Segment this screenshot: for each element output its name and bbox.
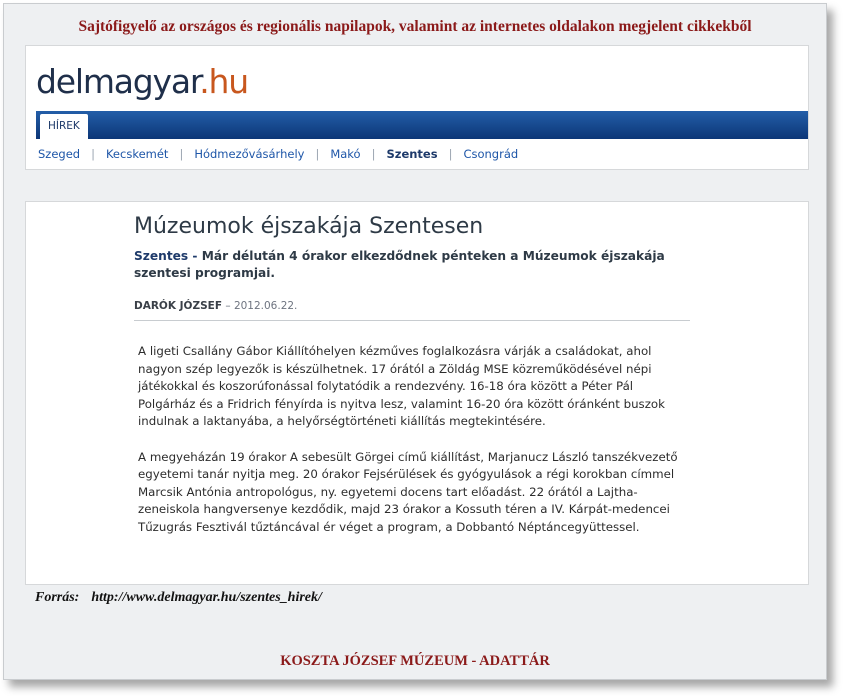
subnav-item-szeged[interactable]: Szeged (38, 147, 81, 161)
subnav-item-mako[interactable]: Makó (330, 147, 361, 161)
lead-place: Szentes - (134, 249, 198, 263)
subnav-separator: | (179, 147, 184, 161)
lead-text: Már délután 4 órakor elkezdődnek pénteken a Múzeumok éjszakája szentesi programjai. (134, 249, 665, 280)
subnav-separator: | (448, 147, 453, 161)
subnav-separator: | (91, 147, 95, 161)
source-url: http://www.delmagyar.hu/szentes_hirek/ (91, 590, 322, 605)
logo-main-text: delmagyar (36, 62, 200, 101)
article-author: DARÓK JÓZSEF (134, 300, 222, 312)
subnav-separator: | (315, 147, 320, 161)
article-date: 2012.06.22. (233, 300, 298, 312)
article-paragraph: A ligeti Csallány Gábor Kiállítóhelyen kézműves foglalkozásra várják a családokat, ahol nagyon szép legyezők is készülhetnek. 17 órától a Zöldág MSE közreműködésével népi játékokkal és koszorúfonással folytatódik a rendezvény. 16-18 óra között a Péter Pál Polgárház és a Fridrich fényírda is nyitva lesz, valamint 16-20 óra között óránként buszok indulnak a laktanyába, a helyőrségtörténeti kiállítás megtekintésére. (138, 344, 665, 428)
source-line (35, 590, 322, 606)
subnav-item-szentes[interactable]: Szentes (386, 147, 438, 161)
page-frame (3, 3, 827, 680)
article-lead (134, 248, 674, 282)
byline-separator: – (222, 300, 234, 312)
site-logo[interactable] (36, 62, 248, 101)
article-panel (25, 201, 809, 585)
city-subnav (38, 147, 518, 161)
subnav-item-kecskemet[interactable]: Kecskemét (105, 147, 169, 161)
source-label: Forrás: (35, 590, 80, 605)
subnav-item-hodmezovasarhely[interactable]: Hódmezővásárhely (194, 147, 305, 161)
nav-tab-hirek[interactable]: HÍREK (40, 114, 88, 139)
article-body (138, 343, 694, 554)
article-byline (134, 300, 297, 312)
article-paragraph: A megyeházán 19 órakor A sebesült Görgei című kiállítást, Marjanucz László tanszékvezető egyetemi tanár nyitja meg. 20 órakor Fejsérülések és gyógyulások a régi korokban címmel Marcsik Antónia antropológus, ny. egyetemi docens tart előadást. 22 órától a Lajtha-zeneiskola hangversenye kezdődik, majd 23 órakor a Kossuth téren a IV. Kárpát-medencei Tűzugrás Fesztivál tűztáncával ér véget a program, a Dobbantó Néptáncegyüttessel. (138, 449, 678, 534)
main-nav-bar (36, 111, 808, 139)
press-review-title: Sajtófigyelő az országos és regionális napilapok, valamint az internetes oldalakon megjelent cikkekből (78, 18, 752, 35)
logo-tld-text: .hu (199, 62, 248, 101)
site-header-panel (25, 45, 809, 170)
article-title: Múzeumok éjszakája Szentesen (134, 214, 484, 239)
archive-footer: KOSZTA JÓZSEF MÚZEUM - ADATTÁR (280, 653, 550, 669)
byline-divider (134, 320, 690, 321)
subnav-separator: | (371, 147, 376, 161)
subnav-item-csongrad[interactable]: Csongrád (463, 147, 519, 161)
